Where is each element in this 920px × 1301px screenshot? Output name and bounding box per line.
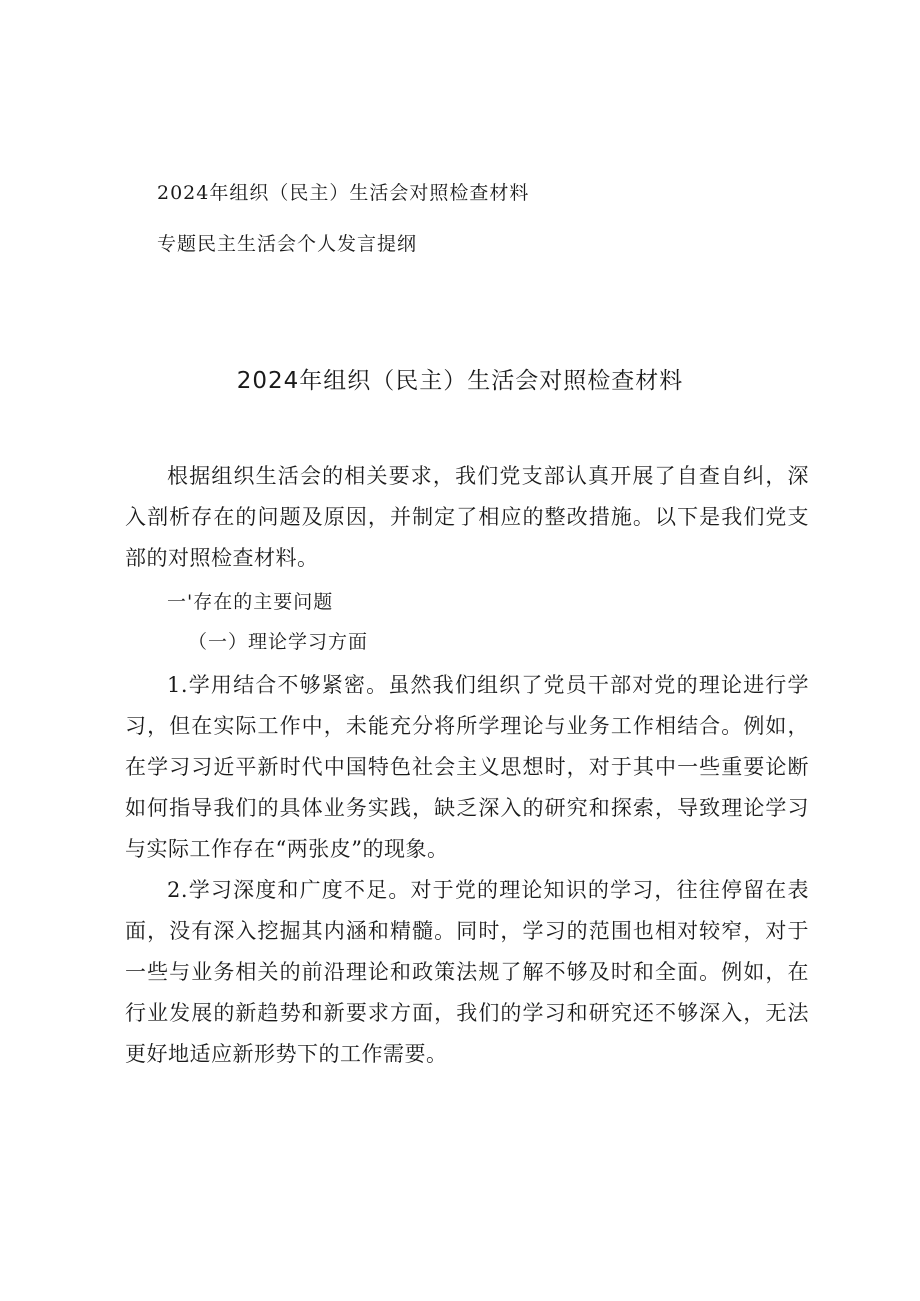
- item-paragraph-1: [125, 665, 809, 870]
- toc-entry-1: 2024年组织（民主）生活会对照检查材料: [157, 182, 530, 204]
- intro-paragraph: 根据组织生活会的相关要求，我们党支部认真开展了自查自纠，深入剖析存在的问题及原因，并制定了相应的整改措施。以下是我们党支部的对照检查材料。: [125, 464, 809, 570]
- item-text-1: .学用结合不够紧密。虽然我们组织了党员干部对党的理论进行学习，但在实际工作中，未能充分将所学理论与业务工作相结合。例如，在学习习近平新时代中国特色社会主义思想时，对于其中一些重要论断如何指导我们的具体业务实践，缺乏深入的研究和探索，导致理论学习与实际工作存在“两张皮”的现象。: [125, 673, 809, 861]
- document-title: 2024年组织（民主）生活会对照检查材料: [236, 368, 684, 394]
- subsection-heading-1: （一）理论学习方面: [188, 631, 369, 653]
- item-number-2: 2: [167, 878, 181, 902]
- item-text-2: .学习深度和广度不足。对于党的理论知识的学习，往往停留在表面，没有深入挖掘其内涵和精髓。同时，学习的范围也相对较窄，对于一些与业务相关的前沿理论和政策法规了解不够及时和全面。例如，在行业发展的新趋势和新要求方面，我们的学习和研究还不够深入，无法更好地适应新形势下的工作需要。: [125, 878, 809, 1066]
- document-body: [125, 456, 809, 1075]
- item-paragraph-2: [125, 870, 809, 1075]
- section-heading-1: 一'存在的主要问题: [167, 591, 334, 613]
- item-number-1: 1: [167, 673, 181, 697]
- table-of-contents: [157, 178, 529, 259]
- toc-entry-2: 专题民主生活会个人发言提纲: [157, 233, 418, 255]
